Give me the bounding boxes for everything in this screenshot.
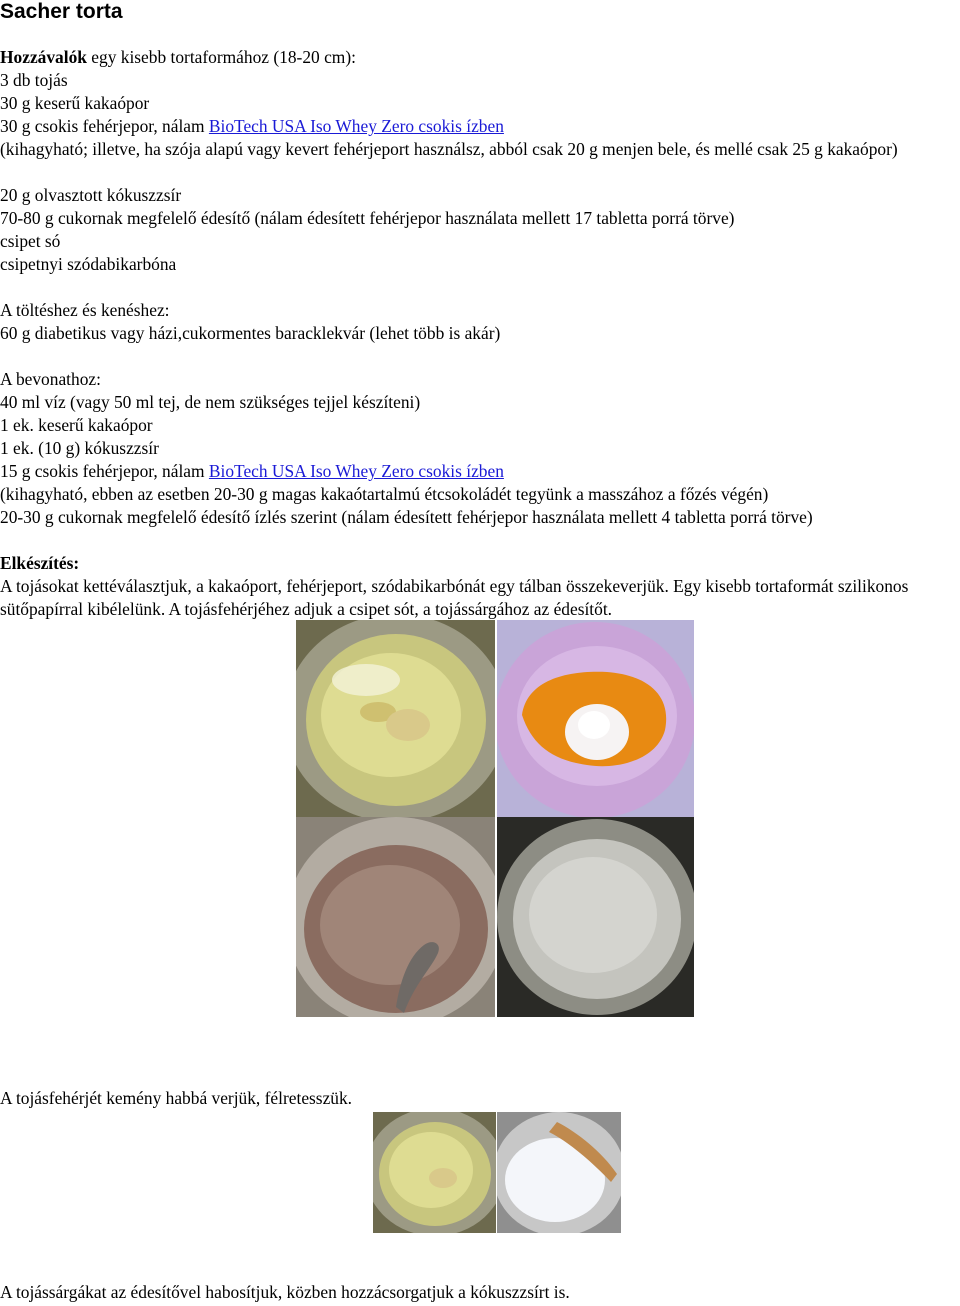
ingredient-line: 70-80 g cukornak megfelelő édesítő (nálam édesített fehérjepor használata mellett 17 tabletta porrá törve) xyxy=(0,208,735,228)
ingredient-line: csipetnyi szódabikarbóna xyxy=(0,254,177,274)
egg-white-bowl-photo xyxy=(296,620,495,817)
ingredient-text: 30 g csokis fehérjepor, nálam xyxy=(0,116,209,136)
coating-line: 1 ek. keserű kakaópor xyxy=(0,415,153,435)
ingredients-heading-bold: Hozzávalók xyxy=(0,47,87,67)
page-title: Sacher torta xyxy=(0,0,123,23)
coating-line: 1 ek. (10 g) kókuszzsír xyxy=(0,438,159,458)
filling-line: 60 g diabetikus vagy házi,cukormentes baracklekvár (lehet több is akár) xyxy=(0,323,501,343)
ingredient-line: csipet só xyxy=(0,231,61,251)
cocoa-mix-bowl-photo xyxy=(296,817,495,1017)
method-paragraph: A tojásfehérjét kemény habbá verjük, félretesszük. xyxy=(0,1088,353,1108)
ingredient-line: 3 db tojás xyxy=(0,70,68,90)
coating-text: 15 g csokis fehérjepor, nálam xyxy=(0,461,209,481)
coating-heading: A bevonathoz: xyxy=(0,369,101,389)
ingredient-line xyxy=(0,115,504,138)
method-heading: Elkészítés: xyxy=(0,553,80,573)
coating-line xyxy=(0,460,504,483)
lined-cake-pan-photo xyxy=(497,817,694,1017)
filling-heading: A töltéshez és kenéshez: xyxy=(0,300,170,320)
protein-product-link[interactable]: BioTech USA Iso Whey Zero csokis ízben xyxy=(208,116,504,136)
ingredient-line: 30 g keserű kakaópor xyxy=(0,93,150,113)
ingredient-line: (kihagyható; illetve, ha szója alapú vagy kevert fehérjeport használsz, abból csak 20 g menjen bele, és mellé csak 25 g kakaópor) xyxy=(0,139,898,159)
coating-line: 40 ml víz (vagy 50 ml tej, de nem szükséges tejjel készíteni) xyxy=(0,392,421,412)
ingredient-line: 20 g olvasztott kókuszzsír xyxy=(0,185,182,205)
whipped-egg-white-photo xyxy=(497,1112,621,1233)
coating-line: (kihagyható, ebben az esetben 20-30 g magas kakaótartalmú étcsokoládét tegyünk a masszához a főzés végén) xyxy=(0,484,769,504)
ingredients-heading xyxy=(0,46,356,69)
coating-line: 20-30 g cukornak megfelelő édesítő ízlés szerint (nálam édesített fehérjepor használata mellett 4 tabletta porrá törve) xyxy=(0,507,813,527)
egg-yolk-bowl-photo xyxy=(497,620,694,817)
ingredients-heading-rest: egy kisebb tortaformához (18-20 cm): xyxy=(86,47,356,67)
protein-product-link[interactable]: BioTech USA Iso Whey Zero csokis ízben xyxy=(208,461,504,481)
method-paragraph: A tojássárgákat az édesítővel habosítjuk, közben hozzácsorgatjuk a kókuszzsírt is. xyxy=(0,1282,570,1302)
egg-white-bowl-photo-small xyxy=(373,1112,496,1233)
method-paragraph: A tojásokat kettéválasztjuk, a kakaóport, fehérjeport, szódabikarbónát egy tálban összekeverjük. Egy kisebb tortaformát szilikonos sütőpapírral kibélelünk. A tojásfehérjéhez adjuk a csipet sót, a tojássárgához az édesítőt. xyxy=(0,576,909,619)
